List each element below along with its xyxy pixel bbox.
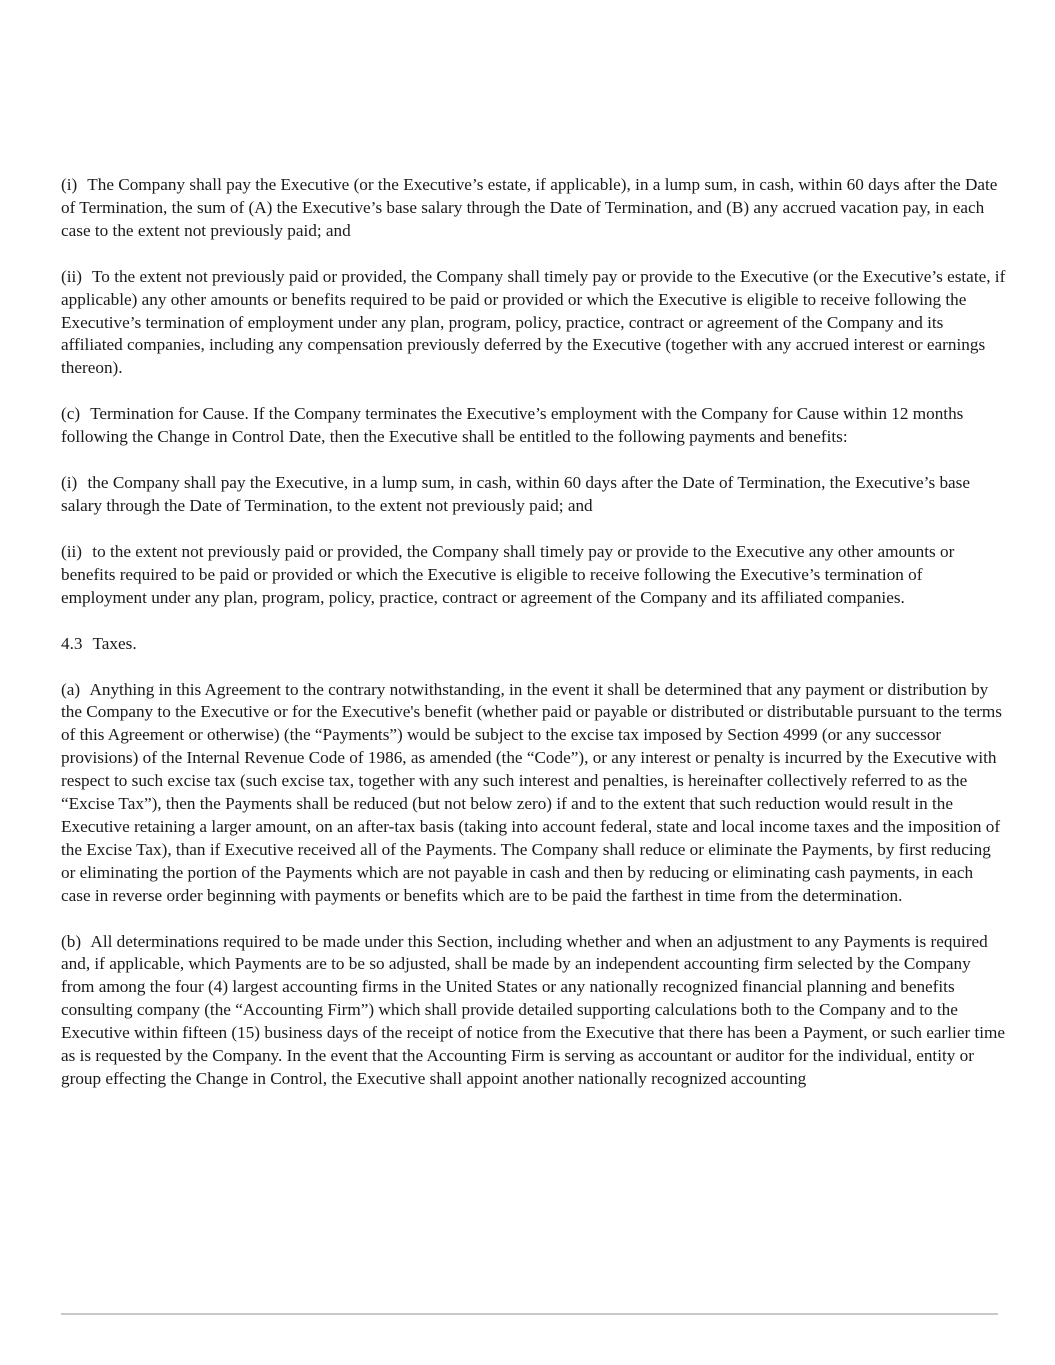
paragraph-number: (i) (61, 175, 78, 194)
paragraph-c-termination-for-cause (61, 403, 1006, 449)
paragraph-text: Termination for Cause. If the Company terminates the Executive’s employment with the Company for Cause within 12 months following the Change in Control Date, then the Executive shall be entitled to the following payments and benefits: (61, 404, 964, 447)
paragraph-ii-other-amounts (61, 266, 1006, 381)
paragraph-a-excise-tax (61, 679, 1006, 908)
paragraph-i-lump-sum (61, 174, 1006, 243)
paragraph-text: To the extent not previously paid or provided, the Company shall timely pay or provide to the Executive (or the Executive’s estate, if applicable) any other amounts or benefits required to be paid or provided or which the Executive is eligible to receive following the Executive’s termination of employment under any plan, program, policy, practice, contract or agreement of the Company and its affiliated companies, including any compensation previously deferred by the Executive (together with any accrued interest or earnings thereon). (61, 266, 1006, 378)
paragraph-number: (b) (61, 931, 82, 951)
paragraph-number: (a) (61, 679, 81, 699)
paragraph-number: (ii) (61, 266, 82, 286)
paragraph-text: Anything in this Agreement to the contrary notwithstanding, in the event it shall be determined that any payment or distribution by the Company to the Executive or for the Executive's benefit (whether paid or payable or distributed or distributable pursuant to the terms of this Agreement or otherwise) (the “Payments”) would be subject to the excise tax imposed by Section 4999 (or any successor provisions) of the Internal Revenue Code of 1986, as amended (the “Code”), or any interest or penalty is incurred by the Executive with respect to such excise tax (such excise tax, together with any such interest and penalties, is hereinafter collectively referred to as the “Excise Tax”), then the Payments shall be reduced (but not below zero) if and to the extent that such reduction would result in the Executive retaining a larger amount, on an after-tax basis (taking into account federal, state and local income taxes and the imposition of the Excise Tax), than if Executive received all of the Payments. The Company shall reduce or eliminate the Payments, by first reducing or eliminating the portion of the Payments which are not payable in cash and then by reducing or eliminating cash payments, in each case in reverse order beginning with payments or benefits which are to be paid the farthest in time from the determination. (61, 679, 1002, 905)
paragraph-text: the Company shall pay the Executive, in a lump sum, in cash, within 60 days after the Date of Termination, the Executive’s base salary through the Date of Termination, to the extent not previously paid; and (61, 473, 970, 515)
section-title: Taxes. (92, 633, 137, 653)
paragraph-text: The Company shall pay the Executive (or the Executive’s estate, if applicable), in a lump sum, in cash, within 60 days after the Date of Termination, the sum of (A) the Executive’s base salary through the Date of Termination, and (B) any accrued vacation pay, in each case to the extent not previously paid; and (61, 175, 998, 240)
paragraph-text: All determinations required to be made under this Section, including whether and when an adjustment to any Payments is required and, if applicable, which Payments are to be so adjusted, shall be made by an independent accounting firm selected by the Company from among the four (4) largest accounting firms in the United States or any nationally recognized financial planning and benefits consulting company (the “Accounting Firm”) which shall provide detailed supporting calculations both to the Company and to the Executive within fifteen (15) business days of the receipt of notice from the Executive that there has been a Payment, or such earlier time as is requested by the Company. In the event that the Accounting Firm is serving as accountant or auditor for the individual, entity or group effecting the Change in Control, the Executive shall appoint another nationally recognized accounting (61, 931, 1006, 1088)
section-number: 4.3 (61, 633, 83, 653)
document-body (61, 174, 1006, 1114)
paragraph-number: (ii) (61, 541, 82, 561)
paragraph-ii-other-benefits (61, 541, 1006, 610)
paragraph-text: to the extent not previously paid or provided, the Company shall timely pay or provide to the Executive any other amounts or benefits required to be paid or provided or which the Executive is eligible to receive following the Executive’s termination of employment under any plan, program, policy, practice, contract or agreement of the Company and its affiliated companies. (61, 541, 955, 607)
paragraph-number: (c) (61, 404, 81, 424)
page-footer-divider (61, 1313, 998, 1315)
section-heading-taxes (61, 633, 1006, 656)
paragraph-b-accounting-firm (61, 931, 1006, 1091)
paragraph-number: (i) (61, 473, 78, 493)
paragraph-i-base-salary (61, 472, 1006, 518)
